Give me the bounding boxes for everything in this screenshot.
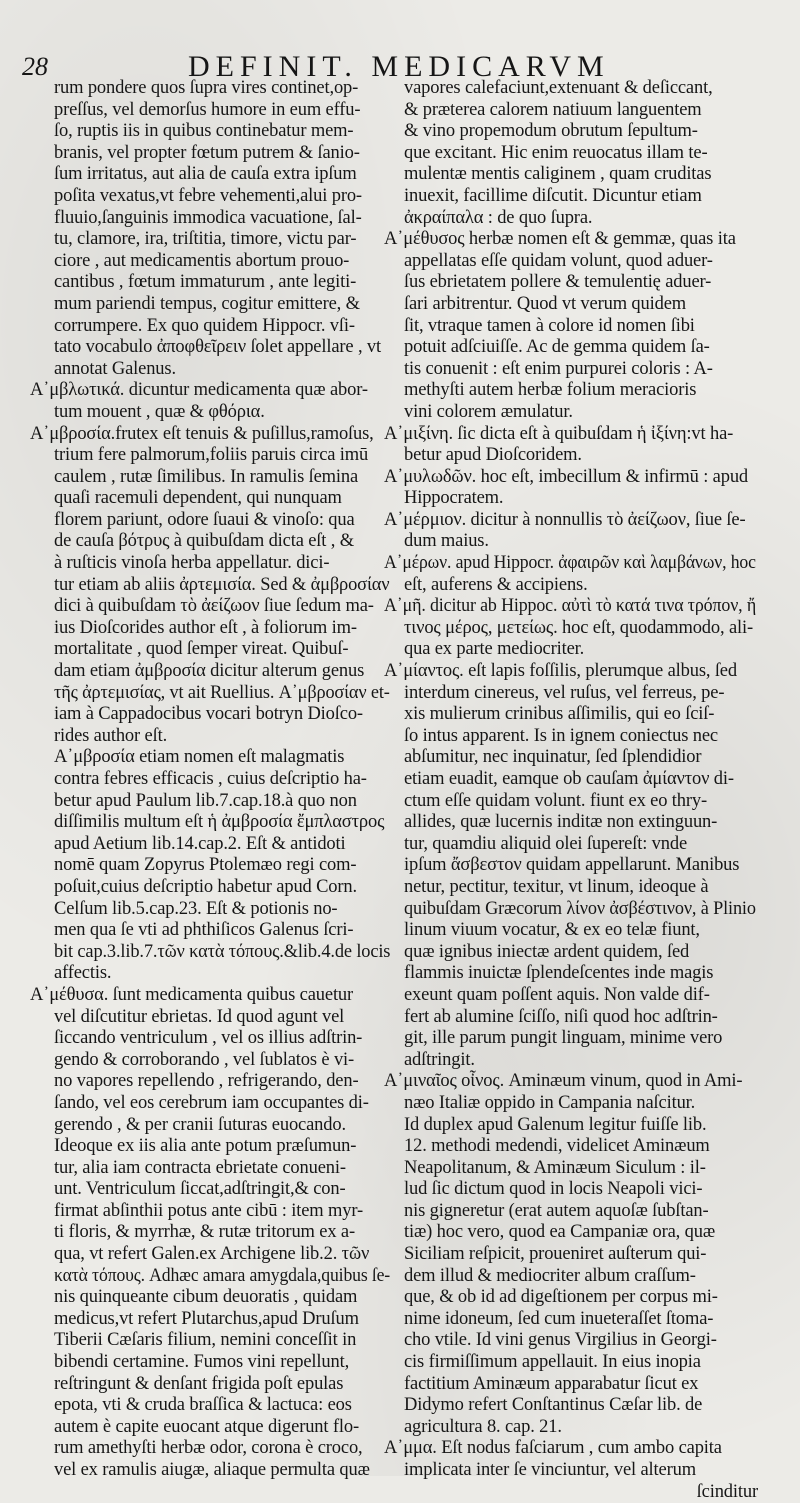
- left-column-line: fluuio,ſanguinis immodica vacuatione, ſal-: [54, 207, 362, 228]
- left-column-line: κατὰ τόπους. Adhæc amara amygdala,quibus ſe-: [54, 1265, 391, 1286]
- right-column-line: nime idoneum, ſed cum inueteraſſet ſtoma-: [404, 1308, 714, 1329]
- left-column-line: poſita vexatus,vt febre vehementi,alui pro-: [54, 185, 362, 206]
- left-column-line: mortalitate , quod ſemper vireat. Quibuſ-: [54, 639, 349, 660]
- right-column-line: Siciliam reſpicit, proueniret auſterum qui-: [404, 1244, 707, 1265]
- left-column-line: diſſimilis multum eſt ἡ ἀμβροσία ἔμπλαστρος: [54, 812, 385, 833]
- left-column-line: unt. Ventriculum ſiccat,adſtringit,& con-: [54, 1179, 346, 1200]
- left-column-line: gerendo , & per cranii ſuturas euocando.: [54, 1114, 346, 1135]
- left-column-line: apud Aetium lib.14.cap.2. Eſt & antidoti: [54, 833, 346, 854]
- right-column-line: allides, quæ lucernis inditæ non extinguun-: [404, 812, 718, 833]
- left-column-line: men qua ſe vti ad phthiſicos Galenus ſcri-: [54, 920, 354, 941]
- right-column-line: Α᾽μιναῖος οἶνος. Aminæum vinum, quod in Ami-: [384, 1071, 743, 1092]
- right-column-line: implicata inter ſe vinciuntur, vel alterum: [404, 1460, 696, 1480]
- left-column-line: ti floris, & myrrhæ, & rutæ tritorum ex a-: [54, 1222, 355, 1243]
- right-column-line: git, ille parum pungit linguam, minime vero: [404, 1028, 723, 1049]
- left-column-line: Α᾽μέθυσα. ſunt medicamenta quibus cauetur: [30, 984, 354, 1005]
- left-column-line: annotat Galenus.: [54, 358, 176, 379]
- left-column-line: gendo & corroborando , vel ſublatos è vi-: [54, 1049, 355, 1070]
- left-column-line: tur, alia iam contracta ebrietate conueni-: [54, 1157, 346, 1178]
- left-column-line: τῆς ἀρτεμισίας, vt ait Ruellius. Α᾽μβροσίαν et-: [54, 682, 390, 703]
- right-column-line: Α᾽μῆ. dicitur ab Hippoc. αὐτὶ τὸ κατά τινα τρόπον, ἤ: [384, 596, 757, 617]
- left-column-line: ſando, vel eos cerebrum iam occupantes di-: [54, 1092, 369, 1113]
- right-column-line: & vino propemodum obrutum ſepultum-: [404, 121, 698, 142]
- right-column-line: Α᾽μμα. Eſt nodus faſciarum , cum ambo capita: [384, 1438, 722, 1459]
- left-column-line: ſum irritatus, aut alia de cauſa extra ipſum: [54, 164, 357, 185]
- left-column-line: Celſum lib.5.cap.23. Eſt & potionis no-: [54, 898, 338, 919]
- right-column-line: ſus ebrietatem pollere & temulentię aduer-: [404, 272, 712, 293]
- right-column-line: vini colorem æmulatur.: [404, 401, 573, 422]
- right-column-line: ſo intus apparent. Is in ignem coniectus nec: [404, 725, 718, 746]
- right-column-line: Α᾽μίαντος. eſt lapis foſſilis, plerumque albus, ſed: [384, 661, 737, 682]
- right-column-line: flammis inuictæ ſplendeſcentes inde magis: [404, 963, 714, 984]
- right-column-line: exeunt quam poſſent aquis. Non valde dif-: [404, 984, 710, 1005]
- right-column-line: cis firmiſſimum appellauit. In eius inopia: [404, 1352, 701, 1373]
- left-column-line: ſiccando ventriculum , vel os illius adſtrin-: [54, 1028, 363, 1049]
- left-column-line: contra febres efficacis , cuius deſcriptio ha-: [54, 769, 367, 789]
- left-column-line: vel ex ramulis aiugæ, aliaque permulta quæ: [54, 1460, 370, 1480]
- left-column-line: iam à Cappadocibus vocari botryn Dioſco-: [54, 704, 363, 725]
- left-column-line: Α᾽μβροσία.frutex eſt tenuis & puſillus,ramoſus,: [30, 423, 374, 444]
- right-column-line: methyſti autem herbæ folium meracioris: [404, 380, 697, 401]
- left-column-line: florem pariunt, odore ſuaui & vinoſo: qua: [54, 509, 355, 530]
- right-column-line: qua ex parte mediocriter.: [404, 639, 585, 660]
- right-column-line: que excitant. Hic enim reuocatus illam te-: [404, 142, 708, 163]
- right-column-line: tis conuenit : eſt enim purpurei coloris : A-: [404, 358, 713, 379]
- left-column-line: branis, vel propter fœtum putrem & ſanio-: [54, 142, 360, 163]
- running-head: DEFINIT. MEDICARVM: [188, 50, 610, 83]
- right-column-line: lud ſic dictum quod in locis Neapoli vici-: [404, 1179, 703, 1200]
- left-column-line: rum amethyſti herbæ odor, corona è croco,: [54, 1438, 363, 1459]
- left-column-line: bibendi certamine. Fumos vini repellunt,: [54, 1352, 350, 1373]
- right-column-line: quæ ignibus iniectæ ardent quidem, ſed: [404, 941, 690, 962]
- right-column-line: Α᾽μυλωδῶν. hoc eſt, imbecillum & infirmū : apud: [384, 466, 749, 487]
- right-column-line: tur, quamdiu aliquid olei ſupereſt: vnde: [404, 833, 688, 854]
- right-column-line: quibuſdam Græcorum λίνον ἀσβέστινον, à Plinio: [404, 898, 756, 919]
- right-column-line: cho vtile. Id vini genus Virgilius in Georgi-: [404, 1330, 717, 1351]
- right-column-line: ἀκραίπαλα : de quo ſupra.: [404, 207, 593, 228]
- left-column-line: firmat abſinthii potus ante cibū : item myr-: [54, 1200, 364, 1221]
- right-column-line: Α᾽μιξίνη. ſic dicta eſt à quibuſdam ἡ ἰξίνη:vt ha-: [384, 423, 734, 444]
- right-column-line: abſumitur, nec inquinatur, ſed ſplendidior: [404, 747, 702, 768]
- left-column-line: tato vocabulo ἀποφθεῖρειν ſolet appellare , vt: [54, 337, 381, 358]
- right-column-line: ſari arbitrentur. Quod vt verum quidem: [404, 293, 687, 314]
- right-column-line: & præterea calorem natiuum languentem: [404, 99, 702, 120]
- right-column-line: Didymo refert Conſtantinus Cæſar lib. de: [404, 1395, 703, 1416]
- right-column-line: 12. methodi medendi, videlicet Aminæum: [404, 1136, 710, 1157]
- right-column-line: mulentæ mentis caliginem , quam cruditas: [404, 164, 712, 185]
- right-column-line: Α᾽μέθυσος herbæ nomen eſt & gemmæ, quas ita: [384, 229, 736, 250]
- left-column-line: trium fere palmorum,foliis paruis circa imū: [54, 445, 369, 466]
- right-column-line: ſit, vtraque tamen à colore id nomen ſibi: [404, 315, 695, 336]
- right-column-line: ipſum ἄσβεστον quidam appellarunt. Manibus: [404, 855, 740, 876]
- right-column-line: inuexit, facillime diſcutit. Dicuntur etiam: [404, 185, 702, 206]
- right-column-line: Α᾽μέρμιον. dicitur à nonnullis τὸ ἀείζωον, ſiue ſe-: [384, 509, 746, 530]
- left-column-line: de cauſa βότρυς à quibuſdam dicta eſt , &: [54, 531, 354, 552]
- left-column-line: à ruſticis vinoſa herba appellatur. dici-: [54, 553, 330, 574]
- left-column-line: epota, vti & cruda braſſica & lactuca: eos: [54, 1395, 352, 1416]
- right-column-line: adſtringit.: [404, 1049, 475, 1070]
- right-column-line: nis gigneretur (erat autem aquoſæ ſubſtan-: [404, 1200, 709, 1221]
- right-column-line: tiæ) hoc vero, quod ea Campaniæ ora, quæ: [404, 1222, 716, 1243]
- right-column-line: netur, pectitur, texitur, vt linum, ideoque à: [404, 876, 709, 897]
- right-column-line: Id duplex apud Galenum legitur fuiſſe lib.: [404, 1114, 707, 1135]
- right-column-line: fert ab alumine ſciſſo, niſi quod hoc adſtrin-: [404, 1006, 718, 1027]
- right-column-line: dem illud & mediocriter album craſſum-: [404, 1265, 696, 1286]
- left-column-line: preſſus, vel demorſus humore in eum effu-: [54, 99, 361, 120]
- right-column-line: betur apud Dioſcoridem.: [404, 445, 582, 466]
- right-column-line: etiam euadit, eamque ob cauſam ἀμίαντον di-: [404, 769, 734, 789]
- left-column-line: tu, clamore, ira, triſtitia, timore, victu par-: [54, 229, 357, 250]
- right-column-line: eſt, auferens & accipiens.: [404, 574, 588, 595]
- left-column-line: dam etiam ἀμβροσία dicitur alterum genus: [54, 661, 365, 682]
- right-column-line: factitium Aminæum apparabatur ſicut ex: [404, 1373, 699, 1394]
- left-column-line: Tiberii Cæſaris filium, nemini conceſſit in: [54, 1330, 357, 1351]
- left-column-line: rum pondere quos ſupra vires continet,op-: [54, 78, 359, 98]
- left-column-line: caulem , rutæ ſimilibus. In ramulis ſemina: [54, 466, 359, 487]
- right-column-line: vapores calefaciunt,extenuant & deſiccant,: [404, 78, 713, 98]
- right-text-column: [384, 78, 758, 1502]
- right-column-line: appellatas eſſe quidam volunt, quod aduer-: [404, 250, 713, 271]
- left-column-line: rides author eſt.: [54, 725, 168, 746]
- left-column-line: betur apud Paulum lib.7.cap.18.à quo non: [54, 790, 357, 811]
- left-column-line: dici à quibuſdam τὸ ἀείζωον ſiue ſedum ma-: [54, 596, 374, 617]
- page-number: 28: [22, 52, 48, 81]
- left-column-line: Ideoque ex iis alia ante potum præſumun-: [54, 1136, 357, 1157]
- left-text-column: [30, 78, 392, 1480]
- right-column-line: linum viuum vocatur, & ex eo telæ fiunt,: [404, 920, 700, 941]
- left-column-line: cantibus , fœtum immaturum , ante legiti-: [54, 272, 357, 293]
- right-column-line: næo Italiæ oppido in Campania naſcitur.: [404, 1092, 696, 1113]
- left-column-line: ciore , aut medicamentis abortum prouo-: [54, 250, 350, 271]
- left-column-line: affectis.: [54, 963, 112, 984]
- left-column-line: poſuit,cuius deſcriptio habetur apud Corn.: [54, 876, 357, 897]
- left-column-line: no vapores repellendo , refrigerando, den-: [54, 1071, 359, 1092]
- left-column-line: ius Dioſcorides author eſt , à foliorum im-: [54, 617, 357, 638]
- left-column-line: medicus,vt refert Plutarchus,apud Druſum: [54, 1308, 359, 1329]
- left-column-line: bit cap.3.lib.7.τῶν κατὰ τόπους.&lib.4.de locis: [54, 941, 391, 962]
- right-column-line: Neapolitanum, & Aminæum Siculum : il-: [404, 1157, 706, 1178]
- left-column-line: vel diſcutitur ebrietas. Id quod agunt vel: [54, 1006, 345, 1027]
- left-column-line: Α᾽μβλωτικά. dicuntur medicamenta quæ abor-: [30, 380, 368, 401]
- catchword: ſcinditur: [696, 1481, 758, 1502]
- right-column-line: interdum cinereus, vel ruſus, vel ferreus, pe-: [404, 682, 725, 703]
- left-column-line: Α᾽μβροσία etiam nomen eſt malagmatis: [54, 747, 345, 768]
- right-column-line: Α᾽μέρων. apud Hippocr. ἀφαιρῶν καὶ λαμβάνων, hoc: [384, 553, 756, 574]
- right-column-line: dum maius.: [404, 531, 489, 552]
- left-column-line: nomē quam Zopyrus Ptolemæo regi com-: [54, 855, 357, 876]
- left-column-line: quaſi racemuli dependent, qui nunquam: [54, 488, 342, 509]
- left-column-line: qua, vt refert Galen.ex Archigene lib.2. τῶν: [54, 1244, 370, 1265]
- right-column-line: xis mulierum crinibus aſſimilis, qui eo ſciſ-: [404, 704, 715, 725]
- left-column-line: tum mouent , quæ & φθόρια.: [54, 401, 265, 422]
- left-column-line: nis quinqueante cibum deuoratis , quidam: [54, 1287, 358, 1308]
- right-column-line: τινος μέρος, μετείως. hoc eſt, quodammodo, ali-: [404, 617, 754, 638]
- right-column-line: potuit adſciuiſſe. Ac de gemma quidem ſa-: [404, 337, 710, 358]
- left-column-line: autem è capite euocant atque digerunt flo-: [54, 1416, 359, 1437]
- left-column-line: corrumpere. Ex quo quidem Hippocr. vſi-: [54, 315, 355, 336]
- left-column-line: mum pariendi tempus, cogitur emittere, &: [54, 293, 360, 314]
- left-column-line: reſtringunt & denſant frigida poſt epulas: [54, 1373, 344, 1394]
- left-column-line: ſo, ruptis iis in quibus continebatur mem-: [54, 121, 354, 142]
- right-column-line: Hippocratem.: [404, 488, 504, 509]
- left-column-line: tur etiam ab aliis ἀρτεμισία. Sed & ἀμβροσίαν: [54, 574, 390, 595]
- right-column-line: que, & ob id ad digeſtionem per corpus mi-: [404, 1287, 718, 1308]
- right-column-line: agricultura 8. cap. 21.: [404, 1416, 562, 1437]
- right-column-line: ctum eſſe quidam volunt. fiunt ex eo thry-: [404, 790, 707, 811]
